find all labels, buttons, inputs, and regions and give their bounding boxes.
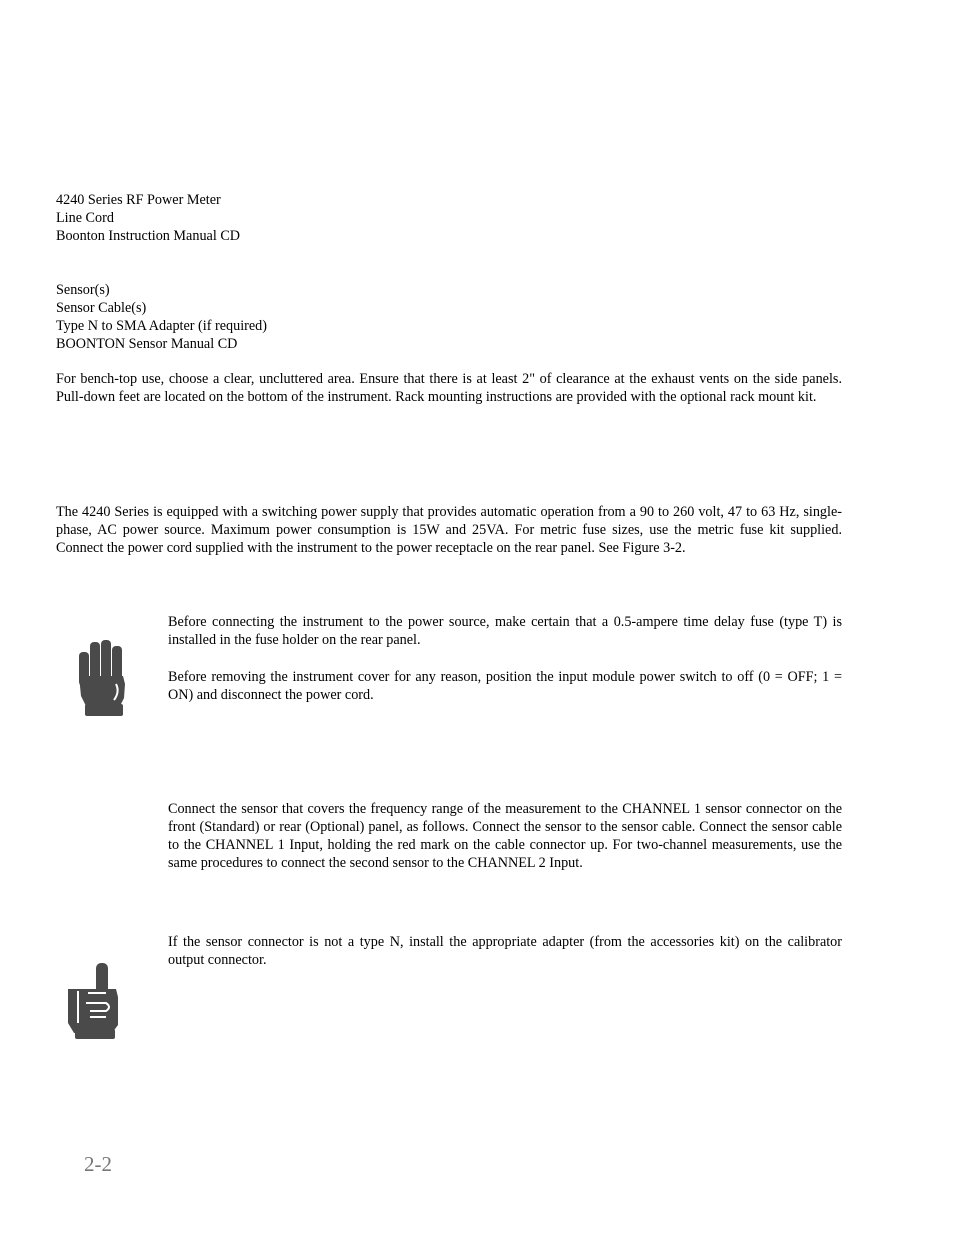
power-paragraph: The 4240 Series is equipped with a switching power supply that provides automatic operation from a 90 to 260 volt, 47 to 63 Hz, single-phase, AC power source. Maximum power consumption is 15W and 25VA. For metric fuse sizes, use the metric fuse kit supplied. Connect the power cord supplied with the instrument to the power receptacle on the rear panel. See Figure 3-2. — [56, 504, 842, 556]
list-item: Type N to SMA Adapter (if required) — [56, 318, 267, 334]
note-paragraph: If the sensor connector is not a type N, install the appropriate adapter (from the accessories kit) on the calibrator output connector. — [168, 934, 842, 968]
pointing-hand-icon — [66, 963, 120, 1046]
sensor-items-list — [56, 281, 842, 353]
connect-sensor-paragraph: Connect the sensor that covers the frequency range of the measurement to the CHANNEL 1 sensor connector on the front (Standard) or rear (Optional) panel, as follows. Connect the sensor to the sensor cable. Connect the sensor cable to the CHANNEL 1 Input, holding the red mark on the cable connector up. For two-channel measurements, use the same procedures to connect the second sensor to the CHANNEL 2 Input. — [168, 801, 842, 871]
caution-paragraph-2: Before removing the instrument cover for any reason, position the input module power switch to off (0 = OFF; 1 = ON) and disconnect the power cord. — [168, 669, 842, 703]
list-item: Line Cord — [56, 210, 114, 226]
list-item: Sensor Cable(s) — [56, 300, 147, 316]
hand-stop-icon — [76, 640, 128, 723]
included-items-list — [56, 191, 842, 245]
list-item: BOONTON Sensor Manual CD — [56, 336, 238, 352]
caution-paragraph-1: Before connecting the instrument to the power source, make certain that a 0.5-ampere time delay fuse (type T) is installed in the fuse holder on the rear panel. — [168, 614, 842, 648]
list-item: Boonton Instruction Manual CD — [56, 228, 241, 244]
bench-top-paragraph: For bench-top use, choose a clear, uncluttered area. Ensure that there is at least 2" of clearance at the exhaust vents on the side panels. Pull-down feet are located on the bottom of the instrument. Rack mounting instructions are provided with the optional rack mount kit. — [56, 371, 842, 405]
page-number: 2-2 — [84, 1152, 112, 1176]
list-item: 4240 Series RF Power Meter — [56, 192, 221, 208]
list-item: Sensor(s) — [56, 282, 110, 298]
